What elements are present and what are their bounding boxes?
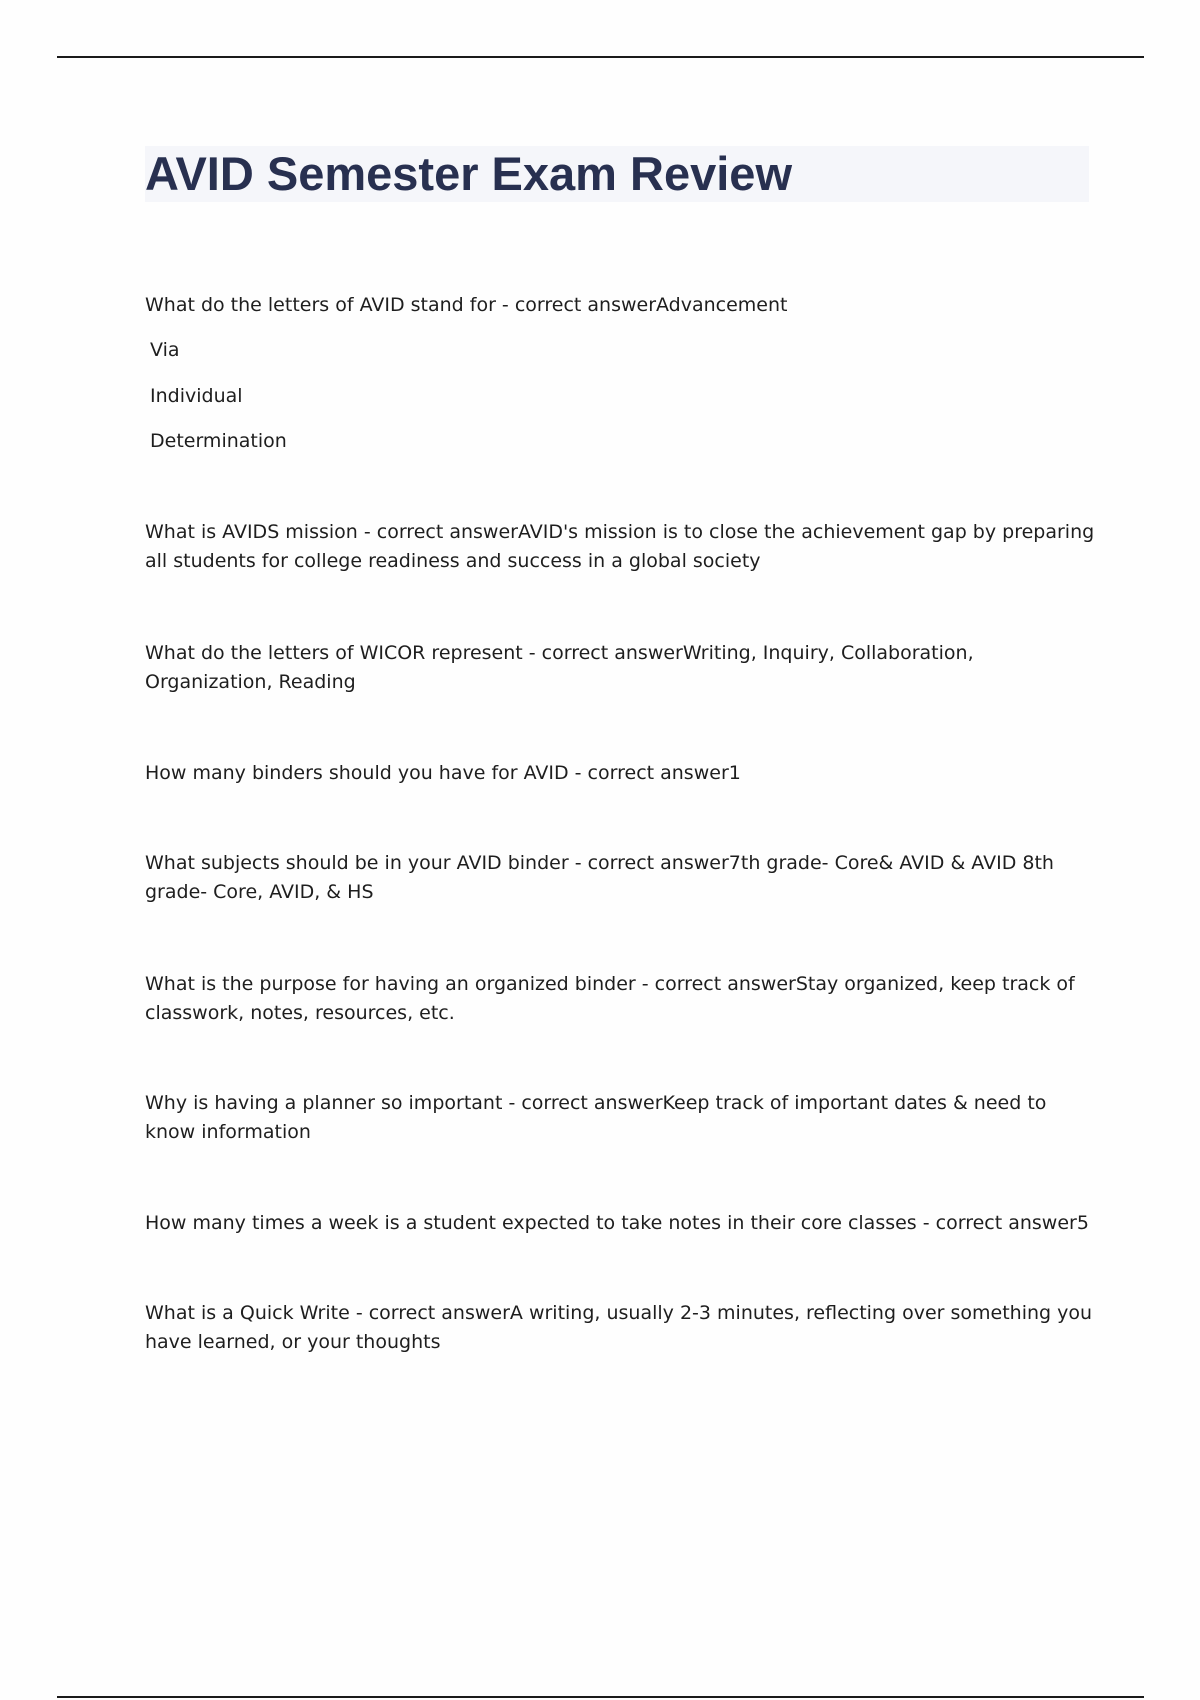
qa-binder-count: How many binders should you have for AVID - correct answer1: [145, 762, 741, 784]
top-rule: [57, 56, 1144, 58]
avid-letter-individual: Individual: [150, 385, 243, 407]
qa-quick-write: What is a Quick Write - correct answerA writing, usually 2-3 minutes, reflecting over something you have learned, or your thoughts: [145, 1302, 1093, 1353]
qa-notes-frequency: How many times a week is a student expected to take notes in their core classes - correct answer5: [145, 1212, 1089, 1234]
qa-binder-purpose: What is the purpose for having an organized binder - correct answerStay organized, keep track of classwork, notes, resources, etc.: [145, 973, 1075, 1024]
qa-planner-importance: Why is having a planner so important - correct answerKeep track of important dates & need to know information: [145, 1092, 1047, 1143]
qa-avid-letters: What do the letters of AVID stand for - correct answerAdvancement: [145, 294, 788, 316]
qa-avid-mission: What is AVIDS mission - correct answerAVID's mission is to close the achievement gap by preparing all students for college readiness and success in a global society: [145, 521, 1095, 572]
qa-wicor-letters: What do the letters of WICOR represent - correct answerWriting, Inquiry, Collaboration, Organization, Reading: [145, 642, 974, 693]
document-title: AVID Semester Exam Review: [145, 147, 793, 200]
avid-letter-determination: Determination: [150, 430, 287, 452]
avid-letter-via: Via: [150, 339, 180, 361]
bottom-rule: [57, 1696, 1144, 1698]
qa-binder-subjects: What subjects should be in your AVID binder - correct answer7th grade- Core& AVID & AVID 8th grade- Core, AVID, & HS: [145, 852, 1054, 903]
